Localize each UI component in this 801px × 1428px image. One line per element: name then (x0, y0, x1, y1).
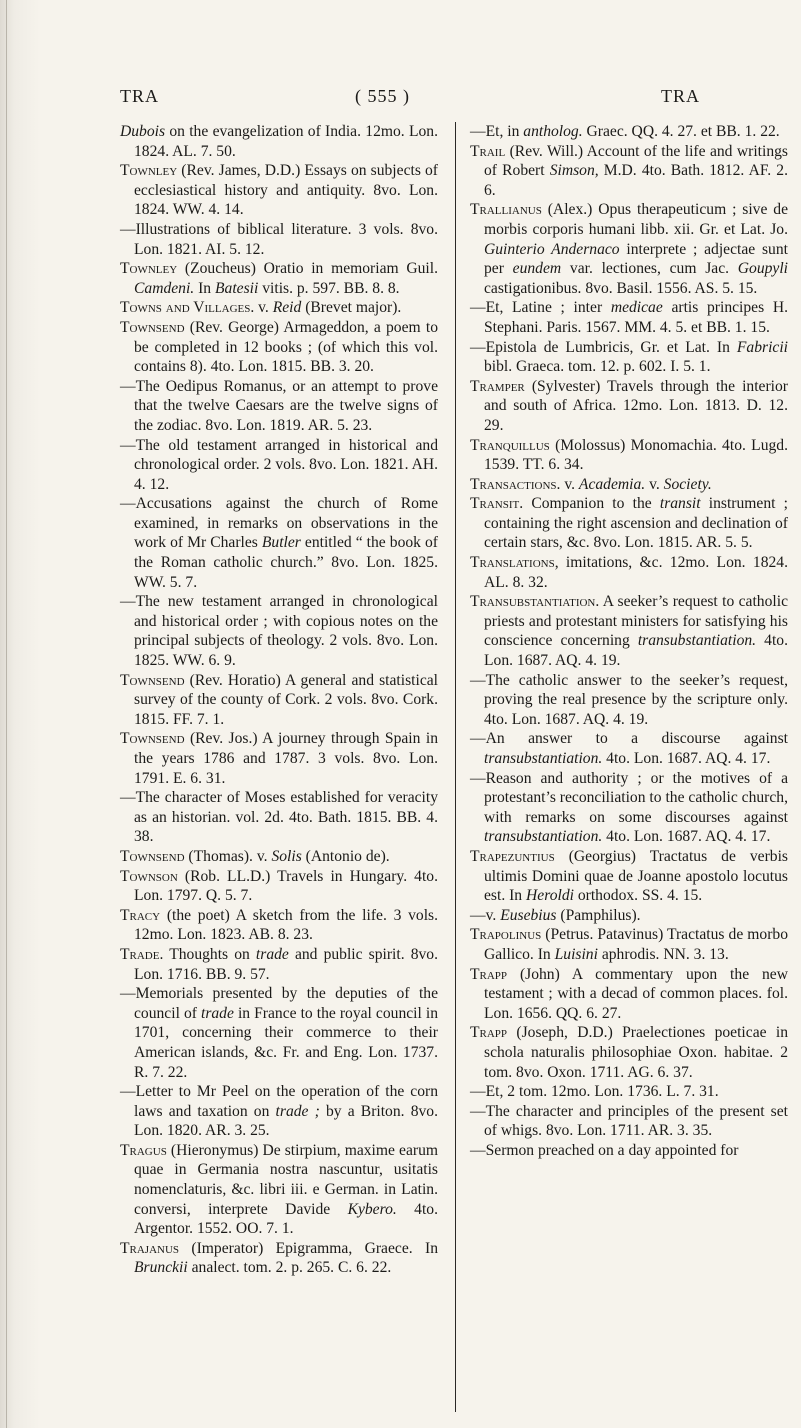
index-entry (120, 1141, 438, 1239)
entry-italic: Kybero. (347, 1200, 397, 1218)
entry-text: Thoughts on (163, 945, 256, 963)
column-divider (455, 122, 456, 1412)
entry-headword: Tracy (120, 906, 161, 924)
entry-text: (Alex.) Opus therapeuticum ; sive de morbis corporis humani libb. xii. Gr. et Lat. Jo. (484, 201, 788, 238)
entry-headword: Townley (120, 162, 178, 180)
index-entry (470, 338, 788, 377)
entry-italic: Fabricii (736, 338, 788, 356)
index-entry (120, 494, 438, 592)
running-header (120, 86, 700, 112)
index-entry (470, 1102, 788, 1141)
entry-italic: trade (200, 1004, 234, 1022)
index-entry (120, 122, 438, 161)
entry-text: —Epistola de Lumbricis, Gr. et Lat. In (470, 338, 737, 356)
index-entry (120, 788, 438, 847)
entry-italic: Reid (272, 299, 302, 317)
index-entry (470, 475, 788, 495)
binding-gutter (6, 0, 7, 1428)
entry-italic: Luisini (554, 945, 598, 963)
index-entry (470, 436, 788, 475)
entry-text: (Zoucheus) Oratio in memoriam Guil. (177, 260, 438, 278)
right-column (470, 122, 788, 1160)
entry-italic: Butler (261, 534, 301, 552)
entry-italic: trade ; (275, 1102, 320, 1120)
entry-text: —Reason and authority ; or the motives of a protestant’s reconciliation to the catholic church, with remarks on some discourses against (470, 769, 788, 826)
index-entry (120, 298, 438, 318)
entry-text: —Letter to Mr Peel on the operation of the corn laws and taxation on (120, 1083, 438, 1120)
index-entry (120, 729, 438, 788)
index-entry (120, 945, 438, 984)
entry-text: (Hieronymus) De stirpium, maxime earum quae in Germania nostra nascuntur, usitatis nomenclaturis, &c. libri iii. e German. in Latin. conversi, interprete Davide (134, 1141, 438, 1218)
entry-text: aphrodis. NN. 3. 13. (597, 945, 729, 963)
entry-headword: Trallianus (470, 201, 542, 219)
index-entry (470, 142, 788, 201)
index-entry (120, 436, 438, 495)
index-entry (120, 1239, 438, 1278)
entry-italic: Eusebius (500, 906, 557, 924)
entry-headword: Trapolinus (470, 926, 542, 944)
entry-text: artis principes H. Stephani. Paris. 1567. MM. 4. 5. et BB. 1. 15. (484, 299, 788, 336)
entry-headword: Transubstantiation. (470, 593, 600, 611)
entry-text: (Rev. Horatio) A general and statistical survey of the county of Cork. 2 vols. 8vo. Cork. 1815. FF. 7. 1. (134, 671, 438, 728)
entry-italic: Goupyli (737, 260, 789, 278)
entry-italic: Brunckii (134, 1259, 188, 1277)
index-entry (470, 965, 788, 1024)
entry-text: bibl. Graeca. tom. 12. p. 602. I. 5. 1. (484, 358, 711, 376)
index-entry (120, 847, 438, 867)
entry-text: (Georgius) Tractatus de verbis ultimis Domini quae de Joanne apostolo locutus est. In (484, 847, 788, 905)
entry-text: (Rev. Jos.) A journey through Spain in the years 1786 and 1787. 3 vols. 8vo. Lon. 1791. E. 6. 31. (134, 730, 438, 787)
index-entry (120, 220, 438, 259)
entry-text: Graec. QQ. 4. 27. et BB. 1. 22. (582, 123, 780, 140)
entry-headword: Townson (120, 867, 178, 885)
entry-text: A seeker’s request to catholic priests and protestant ministers for satisfying his conscience concerning (484, 593, 788, 650)
entry-text: —Accusations against the church of Rome examined, in remarks on observations in the work of Mr Charles (120, 495, 438, 552)
entry-text: —Memorials presented by the deputies of the council of (120, 985, 438, 1022)
page-number: ( 555 ) (355, 86, 410, 106)
index-entry (120, 592, 438, 670)
index-entry (120, 161, 438, 220)
entry-text: 4to. Lon. 1687. AQ. 4. 17. (602, 750, 771, 767)
index-entry (120, 671, 438, 730)
entry-italic: Academia. (578, 475, 646, 493)
header-right: TRA (661, 86, 700, 106)
entry-text: —Et, 2 tom. 12mo. Lon. 1736. L. 7. 31. (470, 1083, 719, 1101)
entry-italic: Solis (271, 847, 302, 865)
entry-headword: Towns and Villages. (120, 299, 255, 317)
entry-text: —The catholic answer to the seeker’s request, proving the real presence by the scripture only. 4to. Lon. 1687. AQ. 4. 19. (470, 671, 788, 728)
entry-text: (Rev. James, D.D.) Essays on subjects of ecclesiastical history and antiquity. 8vo. Lon. 1824. WW. 4. 14. (134, 162, 438, 219)
entry-text: (John) A commentary upon the new testament ; with a decad of common places. fol. Lon. 1656. QQ. 6. 27. (484, 965, 788, 1022)
left-column (120, 122, 438, 1278)
index-entry (470, 377, 788, 436)
entry-text: (Imperator) Epigramma, Graece. In (179, 1239, 438, 1257)
index-entry (470, 298, 788, 337)
index-entry (120, 259, 438, 298)
entry-italic: antholog. (523, 123, 583, 140)
entry-text: castigationibus. 8vo. Basil. 1556. AS. 5. 15. (484, 279, 758, 297)
entry-headword: Tragus (120, 1141, 167, 1159)
index-entry (470, 671, 788, 730)
entry-text: in France to the royal council in 1701, concerning their commerce to their American islands, &c. Fr. and Eng. Lon. 1737. R. 7. 22. (134, 1004, 439, 1081)
index-entry (470, 729, 788, 768)
entry-text: —An answer to a discourse against (470, 730, 788, 748)
entry-italic: transubstantiation. (637, 632, 757, 650)
entry-text: (Molossus) Monomachia. 4to. Lugd. 1539. TT. 6. 34. (484, 436, 788, 474)
index-entry (120, 906, 438, 945)
entry-text: —The Oedipus Romanus, or an attempt to prove that the twelve Caesars are the twelve signs of the zodiac. 8vo. Lon. 1819. AR. 5. 23. (120, 377, 438, 434)
entry-text: interprete ; adjectae sunt per (484, 240, 788, 278)
index-entry (120, 867, 438, 906)
entry-headword: Trapp (470, 965, 508, 983)
entry-text: (Rev. George) Armageddon, a poem to be completed in 12 books ; (of which this vol. contains 8). 4to. Lon. 1815. BB. 3. 20. (134, 318, 438, 376)
entry-italic: Guinterio Andernaco (484, 240, 620, 258)
entry-text: by a Briton. 8vo. Lon. 1820. AR. 3. 25. (134, 1102, 438, 1140)
entry-headword: Townsend (120, 730, 185, 748)
entry-headword: Townsend (120, 847, 185, 865)
index-entry (470, 592, 788, 670)
entry-text: In (194, 279, 216, 297)
entry-headword: Townsend (120, 671, 185, 689)
index-entry (470, 200, 788, 298)
entry-text: —Illustrations of biblical literature. 3 vols. 8vo. Lon. 1821. AI. 5. 12. (120, 220, 438, 258)
entry-italic: eundem (512, 260, 562, 278)
entry-headword: Trapp (470, 1024, 508, 1042)
entry-text: —The old testament arranged in historical and chronological order. 2 vols. 8vo. Lon. 1821. AH. 4. 12. (120, 436, 438, 493)
entry-text: analect. tom. 2. p. 265. C. 6. 22. (187, 1259, 392, 1277)
entry-text: (Joseph, D.D.) Praelectiones poeticae in schola naturalis philosophiae Oxon. habitae. 2 tom. 8vo. Oxon. 1711. AG. 6. 37. (484, 1024, 788, 1081)
index-entry (120, 1082, 438, 1141)
entry-text: 4to. Argentor. 1552. OO. 7. 1. (134, 1200, 438, 1238)
index-entry (470, 906, 788, 926)
index-entry (470, 122, 788, 142)
entry-text: on the evangelization of India. 12mo. Lon. 1824. AL. 7. 50. (134, 123, 438, 160)
entry-text: 4to. Lon. 1687. AQ. 4. 17. (602, 828, 771, 846)
index-entry (120, 318, 438, 377)
entry-headword: Trail (470, 142, 506, 160)
index-entry (470, 494, 788, 553)
entry-headword: Translations, (470, 554, 559, 572)
entry-text: instrument ; containing the right ascension and declination of certain stars, &c. 8vo. Lon. 1815. AR. 5. 5. (484, 495, 788, 552)
entry-text: (Sylvester) Travels through the interior and south of Africa. 12mo. Lon. 1813. D. 12. 29. (484, 377, 788, 434)
entry-text: (Thomas). v. (184, 847, 272, 865)
entry-text: 4to. Lon. 1687. AQ. 4. 19. (484, 632, 788, 670)
entry-text: orthodox. SS. 4. 15. (573, 887, 703, 905)
index-entry (470, 1082, 788, 1102)
index-entry (470, 769, 788, 847)
entry-headword: Trapezuntius (470, 847, 555, 865)
entry-text: (Pamphilus). (556, 906, 641, 924)
entry-headword: Transit. (470, 495, 524, 513)
index-entry (470, 925, 788, 964)
index-entry (470, 1023, 788, 1082)
entry-italic: Simson, (549, 162, 599, 180)
entry-text: (Rob. LL.D.) Travels in Hungary. 4to. Lon. 1797. Q. 5. 7. (134, 867, 438, 905)
entry-italic: transit (659, 495, 701, 513)
entry-italic: medicae (610, 299, 663, 317)
entry-italic: transubstantiation. (484, 828, 603, 846)
entry-headword: Trajanus (120, 1239, 180, 1257)
entry-text: v. (254, 299, 273, 317)
entry-text: —The character and principles of the present set of whigs. 8vo. Lon. 1711. AR. 3. 35. (470, 1102, 788, 1140)
entry-italic: Society. (663, 475, 712, 493)
entry-headword: Trade. (120, 945, 164, 963)
entry-text: v. (560, 475, 579, 493)
index-entry (470, 847, 788, 906)
entry-headword: Tramper (470, 377, 525, 395)
entry-text: —Et, Latine ; inter (470, 299, 611, 317)
entry-text: —v. (470, 906, 501, 924)
entry-text: (the poet) A sketch from the life. 3 vols. 12mo. Lon. 1823. AB. 8. 23. (134, 906, 438, 944)
entry-text: var. lectiones, cum Jac. (561, 260, 738, 278)
index-entry (470, 1141, 788, 1161)
entry-italic: Heroldi (526, 887, 574, 905)
entry-text: —Et, in (470, 123, 524, 140)
index-entry (470, 553, 788, 592)
entry-headword: Townley (120, 260, 178, 278)
entry-text: —Sermon preached on a day appointed for (470, 1141, 739, 1159)
entry-headword: Transactions. (470, 475, 561, 493)
entry-text: —The character of Moses established for veracity as an historian. vol. 2d. 4to. Bath. 1815. BB. 4. 38. (120, 789, 438, 846)
index-entry (120, 377, 438, 436)
entry-text: v. (645, 475, 664, 493)
entry-text: entitled “ the book of the Roman catholic church.” 8vo. Lon. 1825. WW. 5. 7. (134, 534, 438, 591)
entry-text: (Rev. Will.) Account of the life and writings of Robert (484, 142, 788, 180)
entry-headword: Townsend (120, 318, 185, 336)
entry-text: imitations, &c. 12mo. Lon. 1824. AL. 8. 32. (484, 554, 788, 591)
entry-text: and public spirit. 8vo. Lon. 1716. BB. 9. 57. (134, 945, 438, 983)
entry-italic: trade (255, 945, 289, 963)
entry-text: vitis. p. 597. BB. 8. 8. (258, 279, 400, 297)
entry-text: (Petrus. Patavinus) Tractatus de morbo Gallico. In (484, 926, 788, 963)
entry-italic: transubstantiation. (484, 750, 603, 767)
entry-text: (Antonio de). (301, 847, 390, 865)
index-entry (120, 984, 438, 1082)
entry-italic: Batesii (215, 279, 259, 297)
entry-headword: Tranquillus (470, 436, 550, 454)
entry-italic: Camdeni. (134, 279, 195, 297)
header-left: TRA (120, 86, 159, 106)
entry-italic: Dubois (120, 123, 166, 140)
entry-text: M.D. 4to. Bath. 1812. AF. 2. 6. (484, 162, 788, 199)
entry-text: (Brevet major). (301, 299, 402, 317)
entry-text: —The new testament arranged in chronological and historical order ; with copious notes on the principal subjects of theology. 2 vols. 8vo. Lon. 1825. WW. 6. 9. (120, 593, 438, 670)
entry-text: Companion to the (523, 495, 660, 513)
